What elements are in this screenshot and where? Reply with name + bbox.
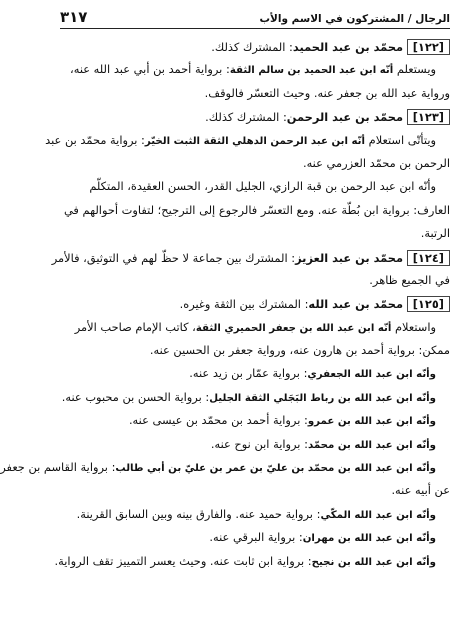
entry-124-heading: [51, 250, 450, 273]
entry-123-heading: [60, 109, 450, 132]
text-line: واستعلام أنّه ابن عبد الله بن جعفر الحميري الثقة، كاتب الإمام صاحب الأمر: [74, 319, 436, 334]
text-line: وأنّه ابن عبد الله بن محمّد: برواية ابن نوح عنه.: [210, 436, 436, 451]
text-line: الرتبة.: [420, 226, 450, 241]
entry-text: : المشترك بين الثقة وغيره.: [179, 297, 309, 312]
page-header: [60, 2, 450, 29]
entry-text: : المشترك بين جماعة لا حظّ لهم في التوثيق، فالأمر: [51, 250, 296, 265]
entry-122-heading: [60, 39, 450, 62]
text-line: العارف: برواية ابن بُطّة عنه. ومع التعسّر فالرجوع إلى الترجيح؛ لتفاوت أحوالهم في: [63, 202, 450, 217]
text-line: وأنّه ابن عبد الله بن رباط البَجَلي الثقة الجليل: برواية الحسن بن محبوب عنه.: [61, 389, 436, 404]
text-line: في الجميع ظاهر.: [369, 272, 450, 287]
document-page: [0, 2, 468, 618]
page-number: ٣١٧: [60, 8, 88, 26]
entry-number-box: [١٢٣]: [407, 109, 450, 125]
entry-name: محمّد بن عبد الله: [308, 297, 404, 312]
entry-number-box: [١٢٥]: [407, 296, 450, 312]
text-line: ويستعلم أنّه ابن عبد الحميد بن سالم الثقة: برواية أحمد بن أبي عبد الله عنه،: [70, 62, 436, 77]
entry-name: محمّد بن عبد العزيز: [295, 250, 404, 265]
text-line: عن أبيه عنه.: [391, 483, 450, 498]
entry-125-heading: [60, 296, 450, 319]
text-line: ويتأتّى استعلام أنّه ابن عبد الرحمن الدهلي الثقة الثبت الخيّر: برواية محمّد بن عبد: [45, 132, 436, 147]
page-body: [0, 39, 450, 577]
text-line: الرحمن بن محمّد العزرمي عنه.: [302, 155, 450, 170]
entry-text: : المشترك كذلك.: [211, 40, 293, 54]
text-line: وأنّه ابن عبد الرحمن بن قبة الرازي، الجليل القدر، الحسن العقيدة، المتكلّم: [89, 179, 436, 194]
text-line: وأنّه ابن عبد الله بن عمرو: برواية أحمد بن محمّد بن عيسى عنه.: [128, 413, 436, 428]
text-line: وأنّه ابن عبد الله بن نجيح: برواية ابن ثابت عنه. وحيث يعسر التمييز تقف الرواية.: [54, 553, 436, 568]
text-line: ورواية عبد الله بن جعفر عنه. وحيث التعسّر فالوقف.: [204, 85, 450, 100]
text-line: ممكن: برواية أحمد بن هارون عنه، ورواية جعفر بن الحسين عنه.: [149, 343, 450, 358]
text-line: وأنّه ابن عبد الله بن مهران: برواية البرقي عنه.: [209, 530, 436, 545]
entry-text: : المشترك كذلك.: [205, 110, 287, 125]
entry-number-box: [١٢٤]: [407, 250, 450, 266]
running-title: الرجال / المشتركون في الاسم والأب: [259, 13, 450, 25]
text-line: وأنّه ابن عبد الله المكّي: برواية حميد عنه. والفارق بينه وبين السابق القرينة.: [76, 506, 436, 521]
text-line: وأنّه ابن عبد الله بن محمّد بن عليّ بن عمر بن عليّ بن أبي طالب: برواية القاسم بن جعفر: [0, 460, 436, 475]
entry-name: محمّد بن عبد الرحمن: [286, 110, 404, 125]
text-line: وأنّه ابن عبد الله الجعفري: برواية عمّار بن زيد عنه.: [189, 366, 436, 381]
entry-number-box: [١٢٢]: [407, 39, 450, 55]
entry-name: محمّد بن عبد الحميد: [292, 40, 404, 54]
